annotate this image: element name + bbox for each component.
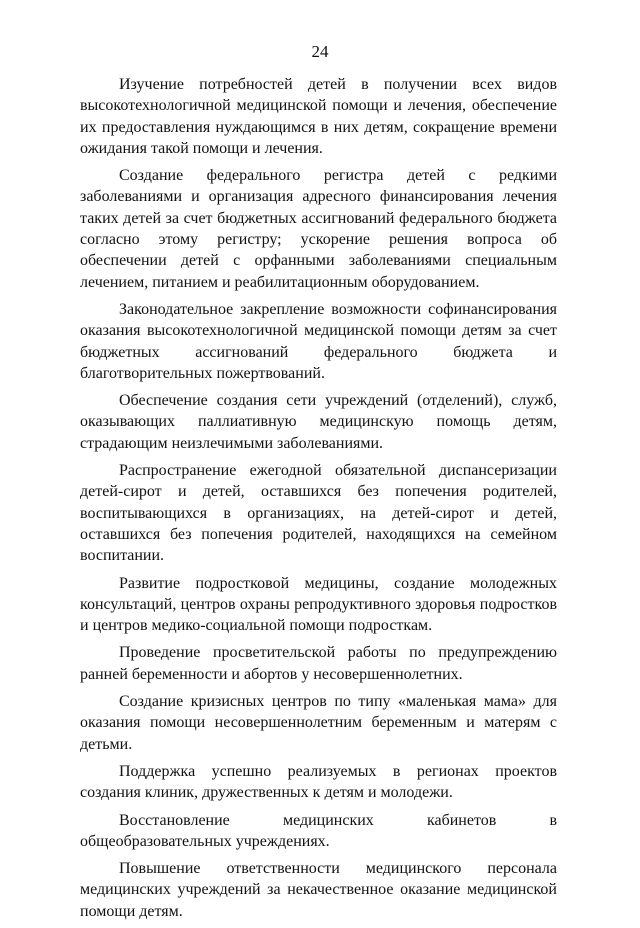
paragraph-11: Повышение ответственности медицинского персонала медицинских учреждений за некачественное оказание медицинской помощи детям. bbox=[80, 860, 557, 920]
paragraph-9: Поддержка успешно реализуемых в регионах проектов создания клиник, дружественных к детям и молодежи. bbox=[80, 762, 557, 802]
paragraph-8: Создание кризисных центров по типу «маленькая мама» для оказания помощи несовершеннолетним беременным и матерям с детьми. bbox=[80, 693, 557, 753]
paragraph-2: Создание федерального регистра детей с редкими заболеваниями и организация адресного финансирования лечения таких детей за счет бюджетных ассигнований федерального бюджета согласно этому регистру; ускорение решения вопроса об обеспечении детей с орфанными заболеваниями специальным лечением, питанием и реабилитационным оборудованием. bbox=[80, 167, 557, 291]
page-number: 24 bbox=[311, 42, 329, 61]
paragraph-5: Распространение ежегодной обязательной диспансеризации детей-сирот и детей, оставшихся без попечения родителей, воспитывающихся в организациях, на детей-сирот и детей, оставшихся без попечения родителей, находящихся на семейном воспитании. bbox=[80, 462, 557, 565]
paragraph-3: Законодательное закрепление возможности софинансирования оказания высокотехнологичной медицинской помощи детям за счет бюджетных ассигнований федерального бюджета и благотворительных пожертвований. bbox=[80, 300, 557, 382]
paragraph-6: Развитие подростковой медицины, создание молодежных консультаций, центров охраны репродуктивного здоровья подростков и центров медико-социальной помощи подросткам. bbox=[80, 574, 557, 635]
paragraph-7: Проведение просветительской работы по предупреждению ранней беременности и абортов у несовершеннолетних. bbox=[80, 644, 557, 683]
paragraph-1: Изучение потребностей детей в получении всех видов высокотехнологичной медицинской помощи и лечения, обеспечение их предоставления нуждающимся в них детям, сокращение времени ожидания такой помощи и лечения. bbox=[80, 76, 557, 157]
paragraph-10: Восстановление медицинских кабинетов в общеобразовательных учреждениях. bbox=[80, 811, 557, 850]
paragraph-4: Обеспечение создания сети учреждений (отделений), служб, оказывающих паллиативную медицинскую помощь детям, страдающим неизлечимыми заболеваниями. bbox=[80, 392, 557, 452]
document-body bbox=[80, 74, 557, 928]
